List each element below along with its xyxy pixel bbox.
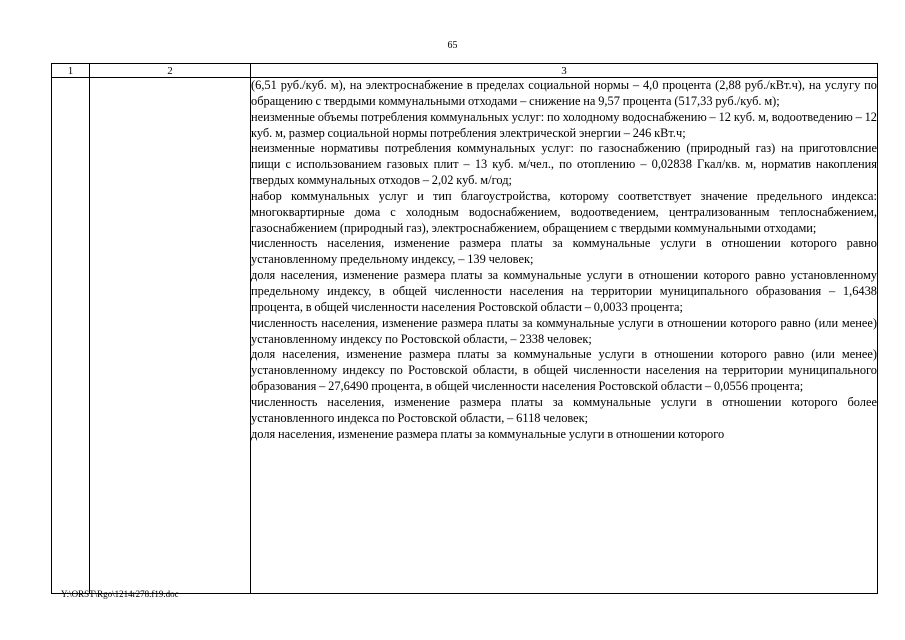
- paragraph: неизменные нормативы потребления коммунальных услуг: по газоснабжению (природный газ) на приготовлсние пищи с использованием газовых плит – 13 куб. м/чел., по отоплению – 0,02838 Гкал/кв. м, норматив накопления твердых коммунальных отходов – 2,02 куб. м/год;: [251, 141, 877, 188]
- column-header-1: 1: [52, 64, 90, 78]
- paragraph: доля населения, изменение размера платы за коммунальные услуги в отношении которого равно (или менее) установленному индексу по Ростовской области, в общей численности населения на территории муниципального образования – 27,6490 процента, в общей численности населения Ростовской области – 0,0556 процента;: [251, 347, 877, 394]
- paragraph: неизменные объемы потребления коммунальных услуг: по холодному водоснабжению – 12 куб. м, водоотведению – 12 куб. м, размер социальной нормы потребления электрической энергии – 246 кВт.ч;: [251, 109, 877, 140]
- paragraph: численность населения, изменение размера платы за коммунальные услуги в отношении которого более установленного индекса по Ростовской области, – 6118 человек;: [251, 394, 877, 425]
- table-row: [52, 78, 878, 594]
- column-header-3: 3: [251, 64, 878, 78]
- table-header-row: [52, 64, 878, 78]
- table-cell-col3: [251, 78, 878, 594]
- column-header-2: 2: [90, 64, 251, 78]
- page-number: 65: [447, 40, 458, 51]
- paragraph: численность населения, изменение размера платы за коммунальные услуги в отношении которого равно (или менее) установленному индексу по Ростовской области, – 2338 человек;: [251, 315, 877, 346]
- paragraph: (6,51 руб./куб. м), на электроснабжение в пределах социальной нормы – 4,0 процента (2,88 руб./кВт.ч), на услугу по обращению с твердыми коммунальными отходами – снижение на 9,57 процента (517,33 руб./куб. м);: [251, 78, 877, 108]
- table-cell-col2: [90, 78, 251, 594]
- paragraph: доля населения, изменение размера платы за коммунальные услуги в отношении которого равно установленному предельному индексу, в общей численности населения на территории муниципального образования – 1,6438 процента, в общей численности населения Ростовской области – 0,0033 процента;: [251, 268, 877, 314]
- paragraph: численность населения, изменение размера платы за коммунальные услуги в отношении которого равно установленному предельному индексу, – 139 человек;: [251, 236, 877, 267]
- paragraph: набор коммунальных услуг и тип благоустройства, которому соответствует значение предельного индекса: многоквартирные дома с холодным водоснабжением, водоотведением, централизованным теплоснабжением, газоснабжением (природный газ), электроснабжением, обращением с твердыми коммунальными отходами;: [251, 188, 877, 235]
- paragraph: доля населения, изменение размера платы за коммунальные услуги в отношении которого: [251, 426, 725, 441]
- document-table: [51, 63, 878, 594]
- table-cell-col1: [52, 78, 90, 594]
- footer-file-path: Y:\ORST\Rgo\1214r278.f19.doc: [61, 589, 179, 599]
